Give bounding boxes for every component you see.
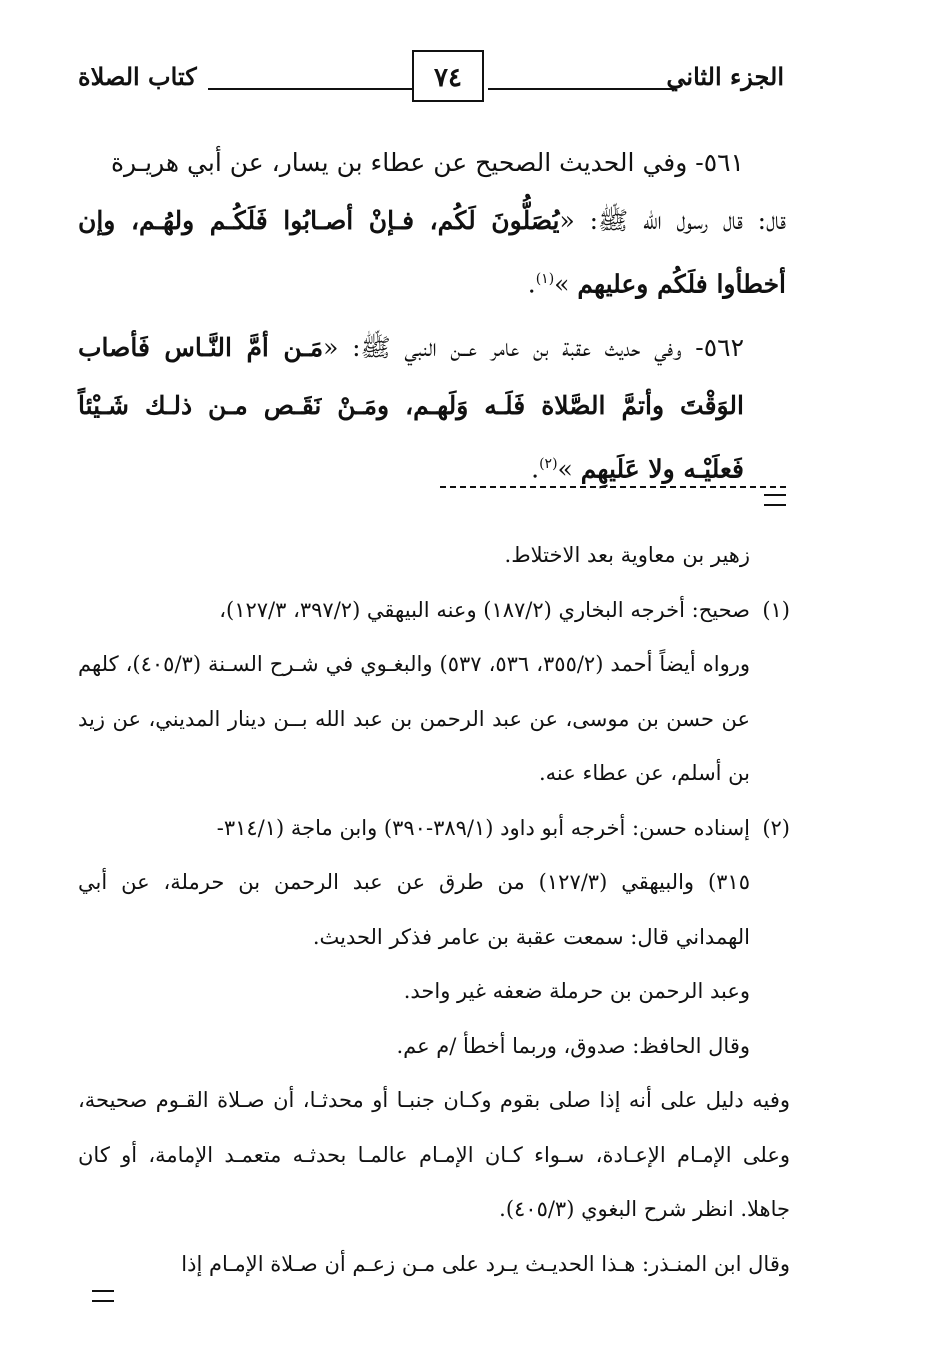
continuation-mark-bottom bbox=[92, 1290, 114, 1302]
hadith-562-text: مَـن أمَّ النَّـاس فَأصاب الوَقْتَ وأتمَّ الصَّلاة فَلَـه وَلَهـم، ومَـنْ نَقَـص مـن ذلـك شَـيْئاً فَعلَيْـه ولا عَلَيهِم bbox=[78, 333, 744, 484]
footnote-2-number: (٢) bbox=[762, 815, 790, 840]
hadith-562: ٥٦٢- وفي حديث عقبة بن عامر عــن النبي ﷺ: «مَـن أمَّ النَّـاس فَأصاب الوَقْتَ وأتمَّ الصَّلاة فَلَـه وَلَهـم، ومَـنْ نَقَـص مـن ذلـك شَـيْئاً فَعلَيْـه ولا عَلَيهِم »$^{(٢)}$. bbox=[78, 333, 745, 484]
footnote-1-number: (١) bbox=[762, 597, 790, 622]
main-text bbox=[78, 134, 786, 499]
hadith-561-first-line: ٥٦١- وفي الحديث الصحيح عن عطاء بن يسار، عن أبي هريـرة bbox=[110, 148, 744, 177]
footnote-carryover: زهير بن معاوية بعد الاختلاط. bbox=[504, 543, 750, 567]
footnote-ref-2: (٢) bbox=[539, 456, 558, 473]
footnote-separator bbox=[440, 486, 786, 488]
hadith-562-close: » bbox=[557, 454, 573, 484]
book-title: كتاب الصلاة bbox=[78, 62, 197, 91]
hadith-561-intro: قال: قال رسول الله ﷺ: « bbox=[559, 206, 786, 235]
hadith-561-close: » bbox=[554, 269, 570, 299]
footnote-2-para2: وقال ابن المنـذر: هـذا الحديـث يـرد على مـن زعـم أن صـلاة الإمـام إذا bbox=[181, 1251, 790, 1276]
footnote-2-line-b: وقال الحافظ: صدوق، وربما أخطأ /م عم. bbox=[396, 1033, 750, 1058]
footnote-2-line-a: وعبد الرحمن بن حرملة ضعفه غير واحد. bbox=[403, 979, 750, 1003]
volume-title: الجزء الثاني bbox=[666, 62, 784, 91]
footnote-2-text: ٣١٥) والبيهقي (١٢٧/٣) من طرق عن عبد الرحمن بن حرملة، عن أبي الهمداني قال: سمعت عقبة بن عامر فذكر الحديث. bbox=[78, 870, 750, 949]
page-number: ٧٤ bbox=[412, 50, 484, 102]
footnote-1-text: ورواه أيضاً أحمد (٣٥٥/٢، ٥٣٦، ٥٣٧) والبغـوي في شـرح السـنة (٤٠٥/٣)، كلهم عن حسن بن موسى، عن عبد الرحمن بن عبد الله بــن دينار المديني، عن زيد بن أسلم، عن عطاء عنه. bbox=[78, 652, 750, 785]
footnote-2-para1: وفيه دليل على أنه إذا صلى بقوم وكـان جنبـا أو محدثـا، أن صـلاة القـوم صحيحة، وعلى الإمـام الإعـادة، سـواء كـان الإمـام عالمـا بحدثـه متعمـد الإمامة، أو كان جاهلا. انظر شرح البغوي (٤٠٥/٣). bbox=[78, 1088, 790, 1221]
continuation-mark-top bbox=[764, 494, 786, 506]
header-rule-left bbox=[208, 88, 412, 90]
footnote-1 bbox=[78, 583, 790, 801]
footnote-1-line1: صحيح: أخرجه البخاري (١٨٧/٢) وعنه البيهقي (٣٩٧/٢، ١٢٧/٣)، bbox=[219, 597, 750, 622]
page-header bbox=[78, 50, 784, 114]
hadith-562-intro: ٥٦٢- وفي حديث عقبة بن عامر عــن النبي ﷺ: « bbox=[323, 333, 745, 363]
footnote-2 bbox=[78, 801, 790, 1074]
hadith-561-body: قال: قال رسول الله ﷺ: «يُصَلُّونَ لَكُم، فـإنْ أصـابُوا فَلَكُـم ولهُـم، وإن أخطأوا فلَكُم وعليهم »$^{(١)}$. bbox=[78, 206, 786, 299]
footnotes bbox=[78, 528, 790, 1291]
header-rule-right bbox=[488, 88, 676, 90]
footnote-ref-1: (١) bbox=[535, 271, 555, 287]
hadith-561-text: يُصَلُّونَ لَكُم، فـإنْ أصـابُوا فَلَكُـم ولهُـم، وإن أخطأوا فلَكُم وعليهم bbox=[78, 206, 786, 299]
footnote-2-line1: إسناده حسن: أخرجه أبو داود (٣٨٩/١-٣٩٠) وابن ماجة (٣١٤/١- bbox=[216, 815, 750, 840]
